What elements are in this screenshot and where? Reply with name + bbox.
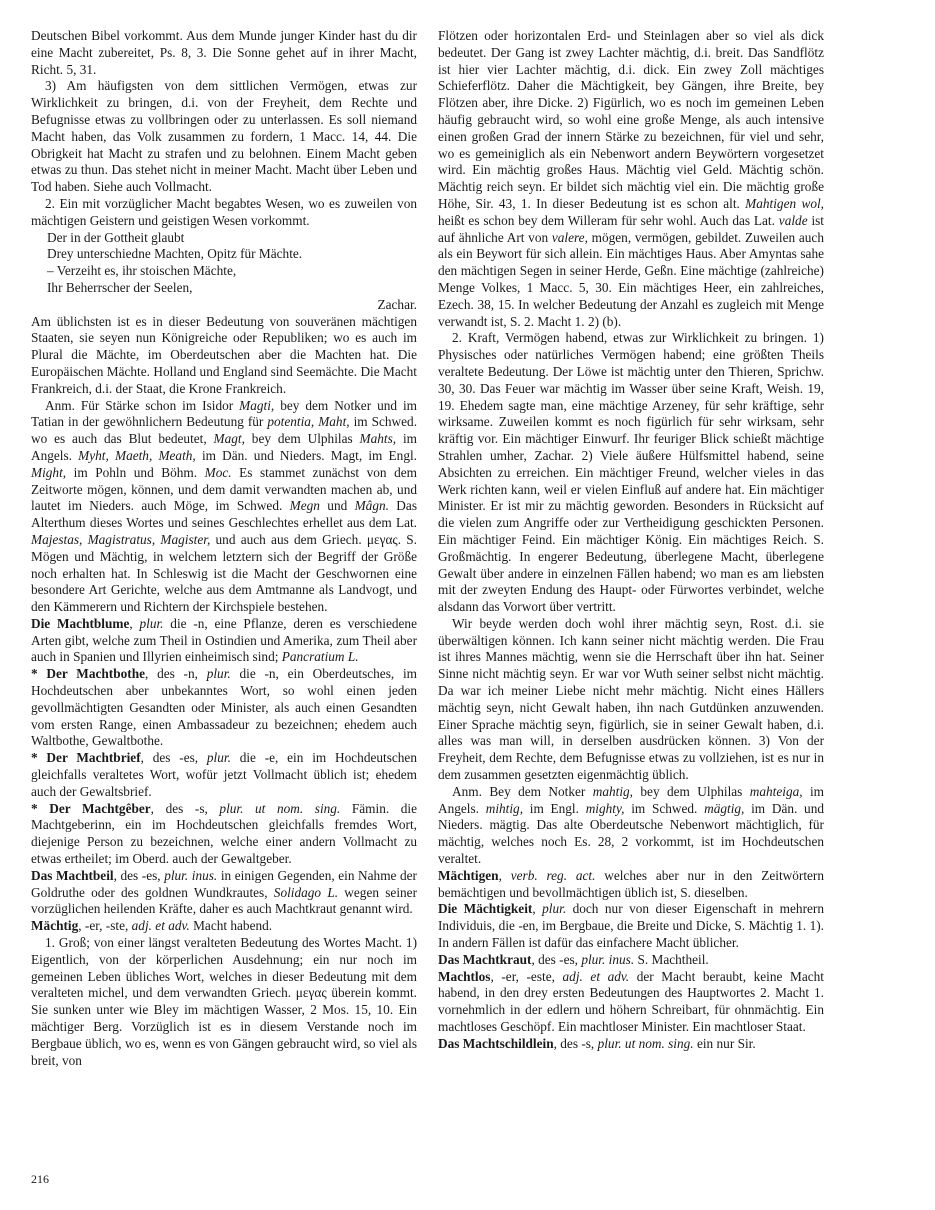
annotation-paragraph: Anm. Für Stärke schon im Isidor Magti, bey dem Notker und im Tatian in der gewöhnlichern Bedeutung für potentia, Maht, im Schwed. wo es auch das Blut bedeutet, Magt, bey dem Ulphilas Mahts, im Angels. Myht, Maeth, Meath, im Dän. und Nieders. Magt, im Engl. Might, im Pohln und Böhm. Moc. Es stammet zunächst von dem Zeitworte mögen, können, und dem damit verwandten machen ab, und lautet im Nieders. auch Möge, im Schwed. Megn und Mâgn. Das Alterthum dieses Wortes und seines Geschlechtes erhellet aus dem Lat. Majestas, Magistratus, Magister, und auch aus dem Griech. μεγας. S. Mögen und Mächtig, in welchem letztern sich der Begriff der Größe noch erhalten hat. In Schleswig ist die Macht der Geschwornen eine besondere Art Gerichte, welche aus dem Amtmanne als Landvogt, und den Kämmerern und Richtern der Kirchspiele bestehen.	[31, 397, 418, 615]
text-paragraph: Flötzen oder horizontalen Erd- und Steinlagen aber so viel als dick bedeutet. Der Gang ist zwey Lachter mächtig, d.i. breit. Das Sandflötz ist hier vier Lachter mächtig, d.i. dick. Ein zwey Zoll mächtiges Schieferflötz. Daher die Mächtigkeit, bey Gängen, ihre Breite, bey Flötzen aber, ihre Dicke. 2) Figürlich, wo es noch im gemeinen Leben häufig gebraucht wird, so wohl eine große Menge, als auch intensive einen großen Grad der innern Stärke zu bezeichnen, für viel und sehr, wo es gemeiniglich als ein Nebenwort andern Beywörtern vorgesetzet wird. Ein mächtig großes Haus. Mächtig viel Geld. Mächtig schön. Mächtig reich seyn. Er bildet sich mächtig viel ein. Die mächtig große Höhe, Sir. 43, 1. In dieser Bedeutung ist es schon alt. Mahtigen wol, heißt es schon bey dem Willeram für sehr wohl. Auch das Lat. valde ist auf ähnliche Art von valere, mögen, vermögen, gebildet. Zuweilen auch als ein Beywort für sich allein. Ein mächtiges Haus. Aber Amyntas sahe den mächtigen Segen in seiner Herde, Geßn. Eine mächtige (zahlreiche) Menge Volkes, 1 Macc. 5, 30. Ein mächtiges Heer, ein zahlreiches, Ezech. 38, 15. In welcher Bedeutung der Anzahl es zugleich mit Menge verwandt ist, S. 2. Macht 1. 2) (b).	[438, 28, 825, 329]
page-number: 216	[31, 1172, 49, 1186]
dictionary-entry: Mächtig, -er, -ste, adj. et adv. Macht habend.	[31, 918, 273, 934]
dictionary-entry: Das Machtbeil, des -es, plur. inus. in einigen Gegenden, ein Nahme der Goldruthe oder des goldnen Wundkrautes, Solidago L. wegen seiner vorzüglichen heilenden Kräfte, daher es auch Machtkraut genannt wird.	[31, 867, 417, 917]
verse-line: Ihr Beherrscher der Seelen,	[47, 279, 193, 295]
text-paragraph: Wir beyde werden doch wohl ihrer mächtig seyn, Rost. d.i. sie überwältigen können. Ich kann seiner nicht mächtig werden. Die Frau ist ihres Mannes mächtig, wenn sie die Herrschaft über ihn hat. Seiner Sinne nicht mächtig seyn. Er war vor Wuth seiner selbst nicht mächtig. Da war ich meiner Liebe nicht mehr mächtig. Nicht eines Hällers mächtig seyn, nicht Gewalt haben, ihn nach Gutdünken anzuwenden. Einer Sprache mächtig seyn, figürlich, sie in seiner Gewalt haben, d.i. alles was man will, in derselben ausdrücken können. 3) Von der Freyheit, dem Rechte, dem Befugnisse etwas zu vollziehen, ist es nur in dem zusammen gesetzten eigenmächtig üblich.	[438, 615, 824, 783]
text-paragraph: Am üblichsten ist es in dieser Bedeutung von souveränen mächtigen Staaten, sie seyen nun Königreiche oder Republiken; wo es auch im Plural die Mächte, im Oberdeutschen aber die Machten hat. Die Europäischen Mächte. Holland und England sind Seemächte. Die Macht Frankreich, d.i. der Staat, die Krone Frankreich.	[31, 313, 417, 396]
right-column	[438, 28, 824, 1053]
dictionary-entry: Mächtigen, verb. reg. act. welches aber nur in den Zeitwörtern bemächtigen und bevollmächtigen üblich ist, S. dieselben.	[438, 867, 824, 900]
entry-headword: Die Machtblume	[31, 615, 130, 631]
text-paragraph: Deutschen Bibel vorkommt. Aus dem Munde junger Kinder hast du dir eine Macht zubereitet, Ps. 8, 3. Die Sonne gehet auf in ihrer Macht, Richt. 5, 31.	[31, 28, 417, 77]
entry-headword: Die Mächtigkeit	[438, 901, 533, 917]
verse-line: – Verzeiht es, ihr stoischen Mächte,	[47, 263, 237, 279]
entry-headword: * Der Machtbrief	[31, 750, 141, 766]
dictionary-entry: * Der Machtgêber, des -s, plur. ut nom. sing. Fämin. die Machtgeberinn, ein im Hochdeutschen gleichfalls fremdes Wort, diejenige Person zu bezeichnen, welche einer andern Vollmacht zu etwas ertheilet; im Oberd. auch der Gewaltgeber.	[31, 800, 417, 867]
entry-headword: Das Machtkraut	[438, 951, 532, 967]
entry-headword: * Der Machtgêber	[31, 800, 151, 816]
left-column	[31, 28, 417, 1069]
dictionary-entry: * Der Machtbrief, des -es, plur. die -e, ein im Hochdeutschen gleichfalls veraltetes Wort, wofür jetzt Vollmacht üblich ist; ehedem auch der Gewaltsbrief.	[31, 750, 417, 799]
text-paragraph: 2. Ein mit vorzüglicher Macht begabtes Wesen, wo es zuweilen von mächtigen Geistern und geistigen Wesen vorkommt.	[31, 195, 417, 228]
dictionary-entry: * Der Machtbothe, des -n, plur. die -n, ein Oberdeutsches, im Hochdeutschen aber unbekanntes Wort, so wohl einen jeden gevollmächtigten Gesandten oder Minister, als auch einen Gesandten vom ersten Range, einen Ambassadeur zu bezeichnen; ehedem auch Waltbothe, Gewaltbothe.	[31, 666, 417, 749]
entry-headword: Das Machtschildlein	[438, 1035, 554, 1051]
text-paragraph: 2. Kraft, Vermögen habend, etwas zur Wirklichkeit zu bringen. 1) Physisches oder natürliches Vermögen habend; eine größten Theils veraltete Bedeutung. Der Löwe ist mächtig unter den Thieren, Sprichw. 30, 30. Das Feuer war mächtig im Wasser über seine Kraft, Weish. 19, 19. Ehedem sagte man, eine mächtige Arzeney, für sehr kräftige, sehr wirksame. Zuweilen kommt es noch figürlich für sehr wirksam, sehr kräftig vor. Ein mächtiger Einwurf. Ihr feuriger Blick schießt mächtige Strahlen umher, Zachar. 2) Viele äußere Hülfsmittel habend, seine Absichten zu erreichen. Ein mächtiger Freund, welcher vieles in das Werk richten kann, weil er vielen Einfluß auf andere hat. Ein mächtiger Minister. Er ist mir zu mächtig geworden. Besonders in Rücksicht auf die vielen zum Angriffe oder zur Vertheidigung geschickten Personen. Ein mächtiger Feind. Ein mächtiger König. Ein mächtiges Reich. S. Großmächtig. In engerer Bedeutung, überlegene Macht, überlegene Gewalt über andere in einzelnen Fällen habend; wo man es am liebsten mit der zweyten Endung des Haupt- oder Fürwortes verbindet, welche alsdann das Vorwort über vertritt.	[438, 330, 824, 615]
dictionary-entry: Die Mächtigkeit, plur. doch nur von dieser Eigenschaft in mehrern Individuis, die -en, im Bergbaue, die Breite und Dicke, S. Mächtig 1. 1). In andern Fällen ist dafür das einfachere Macht üblicher.	[438, 901, 824, 951]
dictionary-entry: Das Machtschildlein, des -s, plur. ut nom. sing. ein nur Sir.	[438, 1035, 756, 1051]
verse-line: Der in der Gottheit glaubt	[47, 229, 185, 245]
annotation-paragraph: Anm. Bey dem Notker mahtig, bey dem Ulphilas mahteiga, im Angels. mihtig, im Engl. mighty, im Schwed. mägtig, im Dän. und Nieders. mägtig. Das alte Oberdeutsche Nebenwort mächtiglich, für mächtig, welches noch Es. 28, 2 vorkommt, ist im Hochdeutschen veraltet.	[438, 783, 825, 867]
entry-headword: Mächtigen	[438, 867, 499, 883]
entry-headword: Das Machtbeil	[31, 867, 114, 883]
text-paragraph: 1. Groß; von einer längst veralteten Bedeutung des Wortes Macht. 1) Eigentlich, von der körperlichen Ausdehnung; ein nur noch im gemeinen Leben übliches Wort, welches in dieser Bedeutung mit dem veralteten michel, und dem verwandten Griech. μεγας überein kommt. Sie sunken unter wie Bley im mächtigen Wasser, 2 Mos. 15, 10. Ein mächtiger Berg. Vorzüglich ist es in diesem Verstande noch im Bergbaue üblich, wo es, wenn es von Gängen gebraucht wird, so viel als breit, von	[31, 935, 417, 1068]
text-paragraph: 3) Am häufigsten von dem sittlichen Vermögen, etwas zur Wirklichkeit zu bringen, d.i. von der Freyheit, dem Rechte und Befugnisse etwas zu vollbringen oder zu unterlassen. Es soll niemand Macht haben, das Volk zusammen zu fordern, 1 Macc. 14, 44. Die Obrigkeit hat Macht zu strafen und zu belohnen. Einem Macht geben etwas zu thun. Das stehet nicht in meiner Macht. Macht über Leben und Tod haben. Siehe auch Vollmacht.	[31, 78, 417, 195]
entry-headword: Mächtig	[31, 918, 79, 934]
dictionary-entry: Die Machtblume, plur. die -n, eine Pflanze, deren es verschiedene Arten gibt, welche zum Theil in Ostindien und Amerika, zum Theil aber auch in Spanien und Illyrien einheimisch sind; Pancratium L.	[31, 615, 417, 665]
entry-headword: Machtlos	[438, 968, 491, 984]
verse-line: Drey unterschiedne Machten, Opitz für Mächte.	[47, 246, 303, 262]
dictionary-entry: Machtlos, -er, -este, adj. et adv. der Macht beraubt, keine Macht habend, in den drey ersten Bedeutungen des Hauptwortes 2. Macht 1. vornehmlich in der edlern und höhern Schreibart, für ohnmächtig. Ein machtloses Geschöpf. Ein machtloser Minister. Ein machtloser Staat.	[438, 968, 824, 1035]
verse-attribution: Zachar.	[377, 296, 417, 312]
dictionary-entry: Das Machtkraut, des -es, plur. inus. S. Machtheil.	[438, 951, 709, 967]
entry-headword: * Der Machtbothe	[31, 666, 145, 682]
